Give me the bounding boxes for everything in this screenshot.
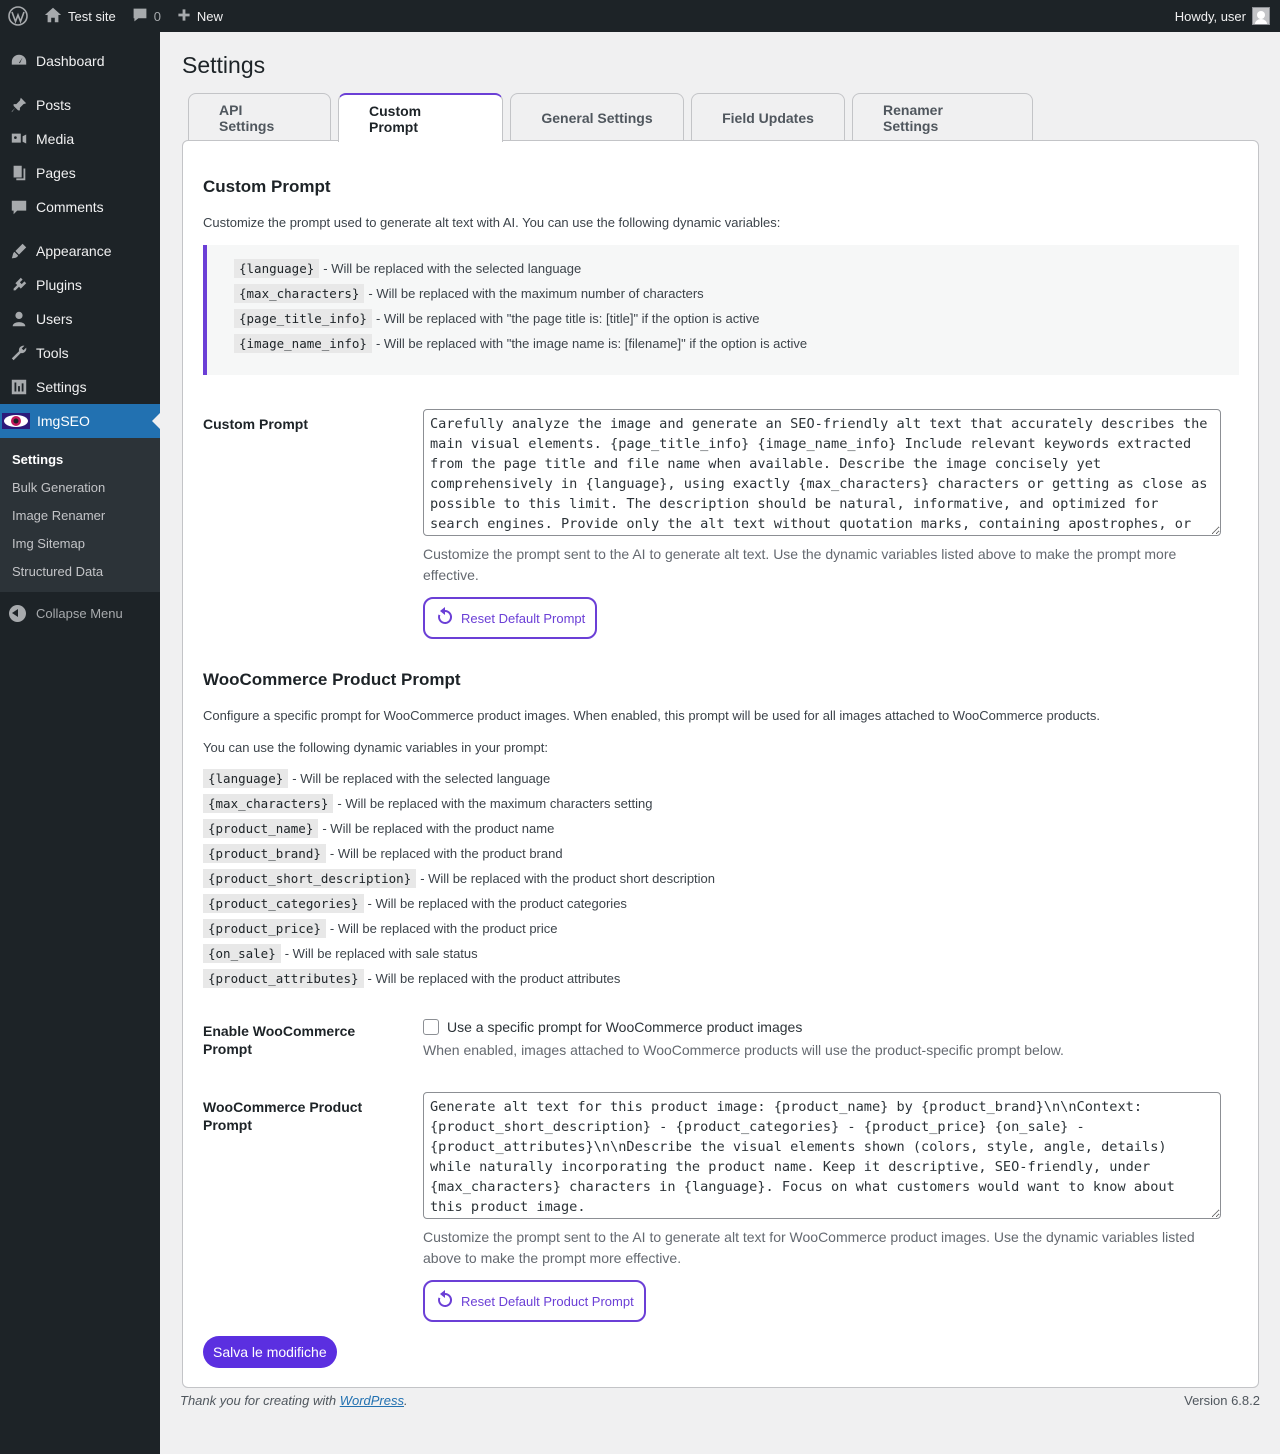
reset-icon bbox=[435, 607, 455, 630]
variable-row bbox=[234, 259, 581, 278]
variable-desc: - Will be replaced with the product categories bbox=[367, 896, 627, 911]
reset-default-product-prompt-button[interactable] bbox=[423, 1280, 646, 1322]
footer-version: Version 6.8.2 bbox=[1184, 1393, 1260, 1408]
variable-row bbox=[203, 819, 554, 838]
footer-thanks bbox=[180, 1393, 408, 1408]
sidebar-item-tools[interactable] bbox=[0, 336, 160, 370]
submenu-item-settings[interactable]: Settings bbox=[12, 451, 64, 467]
woo-prompt-help: Customize the prompt sent to the AI to generate alt text for WooCommerce product images. Use the dynamic variables listed above to make the prompt more effective. bbox=[423, 1229, 1195, 1266]
submenu-item-structured-data[interactable]: Structured Data bbox=[12, 563, 104, 579]
variable-code: {language} bbox=[234, 259, 319, 278]
variable-code: {image_name_info} bbox=[234, 334, 372, 353]
plus-icon bbox=[177, 8, 191, 25]
variable-code: {max_characters} bbox=[234, 284, 364, 303]
sidebar-item-label: Tools bbox=[36, 345, 69, 361]
dashboard-icon bbox=[9, 51, 29, 71]
enable-woo-label: Enable WooCommerce Prompt bbox=[203, 1023, 356, 1057]
woo-prompt-heading: WooCommerce Product Prompt bbox=[203, 670, 461, 689]
variable-desc: - Will be replaced with the selected language bbox=[323, 261, 582, 276]
sidebar-item-dashboard[interactable] bbox=[0, 44, 160, 78]
comments-link[interactable] bbox=[124, 0, 169, 32]
tab-field-updates[interactable]: Field Updates bbox=[691, 93, 845, 141]
sidebar-item-settings[interactable] bbox=[0, 370, 160, 404]
tab-renamer-settings[interactable]: Renamer Settings bbox=[852, 93, 1033, 141]
new-label: New bbox=[196, 8, 223, 24]
sidebar-item-appearance[interactable] bbox=[0, 234, 160, 268]
variable-code: {product_brand} bbox=[203, 844, 326, 863]
sidebar-item-label: Dashboard bbox=[36, 53, 105, 69]
submenu-item-bulk-generation[interactable]: Bulk Generation bbox=[12, 479, 106, 495]
enable-woo-checkbox-row[interactable] bbox=[423, 1019, 802, 1035]
eye-logo-icon bbox=[2, 411, 30, 431]
woo-prompt-textarea[interactable] bbox=[423, 1092, 1221, 1219]
variable-row bbox=[203, 794, 652, 813]
variable-code: {language} bbox=[203, 769, 288, 788]
variable-row bbox=[203, 769, 550, 788]
settings-icon bbox=[9, 377, 29, 397]
variable-code: {max_characters} bbox=[203, 794, 333, 813]
custom-prompt-heading: Custom Prompt bbox=[203, 177, 331, 196]
enable-woo-help: When enabled, images attached to WooCommerce products will use the product-specific prompt below. bbox=[423, 1042, 1064, 1058]
wordpress-link[interactable]: WordPress bbox=[339, 1393, 404, 1408]
tab-general-settings[interactable]: General Settings bbox=[510, 93, 684, 141]
footer-thanks-prefix: Thank you for creating with bbox=[180, 1393, 340, 1408]
variable-desc: - Will be replaced with the product brand bbox=[329, 846, 563, 861]
sidebar-item-label: Appearance bbox=[36, 243, 112, 259]
sidebar-item-imgseo[interactable] bbox=[0, 404, 160, 438]
variable-desc: - Will be replaced with the product name bbox=[322, 821, 555, 836]
collapse-menu-button[interactable] bbox=[0, 596, 160, 630]
variable-code: {on_sale} bbox=[203, 944, 281, 963]
enable-woo-checkbox-label[interactable]: Use a specific prompt for WooCommerce product images bbox=[447, 1019, 803, 1035]
sidebar-item-pages[interactable] bbox=[0, 156, 160, 190]
comment-bubble-icon bbox=[132, 7, 148, 26]
variable-desc: - Will be replaced with the maximum number of characters bbox=[368, 286, 704, 301]
variable-row bbox=[234, 334, 807, 353]
custom-prompt-label: Custom Prompt bbox=[203, 416, 308, 432]
variable-desc: - Will be replaced with "the image name is: [filename]" if the option is active bbox=[375, 336, 808, 351]
imgseo-submenu bbox=[0, 438, 160, 592]
account-menu[interactable] bbox=[1175, 7, 1280, 25]
comments-icon bbox=[9, 197, 29, 217]
collapse-menu-label: Collapse Menu bbox=[36, 605, 123, 621]
pages-icon bbox=[9, 163, 29, 183]
tab-api-settings[interactable]: API Settings bbox=[188, 93, 331, 141]
settings-panel bbox=[182, 140, 1259, 1388]
submenu-item-img-sitemap[interactable]: Img Sitemap bbox=[12, 535, 85, 551]
new-content-link[interactable] bbox=[169, 0, 231, 32]
wrench-icon bbox=[9, 343, 29, 363]
save-changes-button[interactable]: Salva le modifiche bbox=[203, 1336, 337, 1368]
sidebar-item-label: ImgSEO bbox=[37, 413, 90, 429]
reset-default-prompt-label: Reset Default Prompt bbox=[461, 610, 586, 626]
admin-bar bbox=[0, 0, 1280, 32]
variable-code: {product_attributes} bbox=[203, 969, 364, 988]
settings-tabs bbox=[188, 93, 1033, 142]
sidebar-item-label: Settings bbox=[36, 379, 87, 395]
enable-woo-checkbox[interactable] bbox=[423, 1019, 439, 1035]
variable-code: {product_categories} bbox=[203, 894, 364, 913]
woo-prompt-intro-2: You can use the following dynamic variables in your prompt: bbox=[203, 740, 548, 755]
home-icon bbox=[44, 6, 62, 27]
sidebar-item-plugins[interactable] bbox=[0, 268, 160, 302]
sidebar-item-posts[interactable] bbox=[0, 88, 160, 122]
woo-prompt-label: WooCommerce Product Prompt bbox=[203, 1099, 363, 1133]
variable-row bbox=[203, 969, 620, 988]
media-icon bbox=[9, 129, 29, 149]
variable-desc: - Will be replaced with the product attributes bbox=[367, 971, 621, 986]
sidebar-item-label: Media bbox=[36, 131, 75, 147]
sidebar-item-label: Posts bbox=[36, 97, 72, 113]
custom-prompt-textarea[interactable] bbox=[423, 409, 1221, 536]
custom-prompt-help: Customize the prompt sent to the AI to generate alt text. Use the dynamic variables listed above to make the prompt more effective. bbox=[423, 546, 1177, 583]
sidebar-item-media[interactable] bbox=[0, 122, 160, 156]
variable-row bbox=[234, 284, 704, 303]
admin-sidebar bbox=[0, 32, 160, 1454]
plug-icon bbox=[9, 275, 29, 295]
variable-code: {product_price} bbox=[203, 919, 326, 938]
pin-icon bbox=[9, 95, 29, 115]
users-icon bbox=[9, 309, 29, 329]
variable-desc: - Will be replaced with the maximum characters setting bbox=[337, 796, 653, 811]
variable-desc: - Will be replaced with the product short description bbox=[420, 871, 716, 886]
site-name-link[interactable] bbox=[36, 0, 124, 32]
tab-custom-prompt[interactable]: Custom Prompt bbox=[338, 93, 503, 142]
variable-desc: - Will be replaced with "the page title is: [title]" if the option is active bbox=[375, 311, 760, 326]
page-title: Settings bbox=[182, 52, 266, 78]
variable-row bbox=[203, 944, 478, 963]
variable-desc: - Will be replaced with sale status bbox=[284, 946, 478, 961]
custom-variables-box bbox=[203, 245, 1239, 375]
variable-row bbox=[234, 309, 759, 328]
howdy-text: Howdy, user bbox=[1174, 8, 1246, 24]
sidebar-item-label: Pages bbox=[36, 165, 76, 181]
variable-row bbox=[203, 869, 715, 888]
wordpress-logo-icon[interactable] bbox=[0, 0, 36, 32]
sidebar-item-label: Users bbox=[36, 311, 73, 327]
variable-code: {page_title_info} bbox=[234, 309, 372, 328]
brush-icon bbox=[9, 241, 29, 261]
reset-default-product-prompt-label: Reset Default Product Prompt bbox=[461, 1293, 634, 1309]
woo-prompt-intro: Configure a specific prompt for WooCommerce product images. When enabled, this prompt will be used for all images attached to WooCommerce products. bbox=[203, 708, 1100, 723]
reset-default-prompt-button[interactable] bbox=[423, 597, 597, 639]
variable-row bbox=[203, 894, 627, 913]
footer-thanks-suffix: . bbox=[404, 1393, 408, 1408]
sidebar-item-users[interactable] bbox=[0, 302, 160, 336]
reset-icon bbox=[435, 1290, 455, 1313]
collapse-arrow-icon bbox=[9, 605, 26, 622]
comments-count: 0 bbox=[153, 8, 161, 24]
avatar bbox=[1252, 7, 1270, 25]
variable-code: {product_short_description} bbox=[203, 869, 416, 888]
site-name: Test site bbox=[68, 8, 116, 24]
variable-code: {product_name} bbox=[203, 819, 318, 838]
variable-desc: - Will be replaced with the selected language bbox=[292, 771, 551, 786]
sidebar-item-comments[interactable] bbox=[0, 190, 160, 224]
custom-prompt-intro: Customize the prompt used to generate alt text with AI. You can use the following dynamic variables: bbox=[203, 215, 781, 230]
submenu-item-image-renamer[interactable]: Image Renamer bbox=[12, 507, 106, 523]
variable-row bbox=[203, 844, 563, 863]
variable-row bbox=[203, 919, 558, 938]
sidebar-item-label: Plugins bbox=[36, 277, 82, 293]
sidebar-item-label: Comments bbox=[36, 199, 104, 215]
variable-desc: - Will be replaced with the product price bbox=[329, 921, 558, 936]
